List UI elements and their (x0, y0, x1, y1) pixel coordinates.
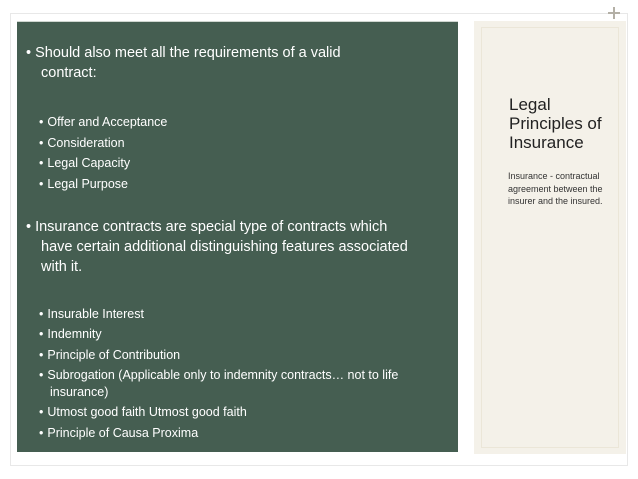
list-item: • Consideration (39, 136, 125, 150)
bullet-glyph: • (26, 45, 32, 61)
list-item-continuation: insurance) (50, 385, 109, 399)
requirements-text-line1: Should also meet all the requirements of a valid (35, 45, 341, 61)
list-item: • Legal Capacity (39, 156, 131, 170)
title-line2: Principles of (509, 114, 602, 133)
bullet-requirements (26, 43, 341, 63)
list-item: • Legal Purpose (39, 177, 129, 191)
title-line1: Legal (509, 95, 551, 114)
slide-title (509, 95, 624, 152)
content-panel (17, 21, 458, 452)
sidebar-inner-frame (481, 27, 619, 448)
list-item: • Principle of Contribution (39, 348, 181, 362)
list-item: • Indemnity (39, 327, 102, 341)
desc-line3: insurer and the insured. (508, 196, 603, 206)
list-item: • Principle of Causa Proxima (39, 426, 199, 440)
insurance-contracts-text-line3: with it. (41, 259, 83, 275)
bullet-insurance-contracts: • Insurance contracts are special type of contracts which (26, 219, 388, 235)
requirements-text-line2: contract: (41, 65, 97, 81)
desc-line1: Insurance - contractual (508, 171, 600, 181)
plus-icon (608, 7, 620, 19)
title-line3: Insurance (509, 133, 584, 152)
desc-line2: agreement between the (508, 183, 603, 194)
list-item: • Insurable Interest (39, 307, 144, 321)
insurance-contracts-text-line2: have certain additional distinguishing features associated (41, 239, 408, 255)
list-item: • Subrogation (Applicable only to indemnity contracts… not to life (39, 368, 399, 382)
slide-description (508, 170, 620, 208)
list-item: • Offer and Acceptance (39, 115, 168, 129)
list-item: • Utmost good faith Utmost good faith (39, 405, 247, 419)
insurance-contracts-text-line1: Insurance contracts are special type of contracts which (35, 219, 388, 235)
